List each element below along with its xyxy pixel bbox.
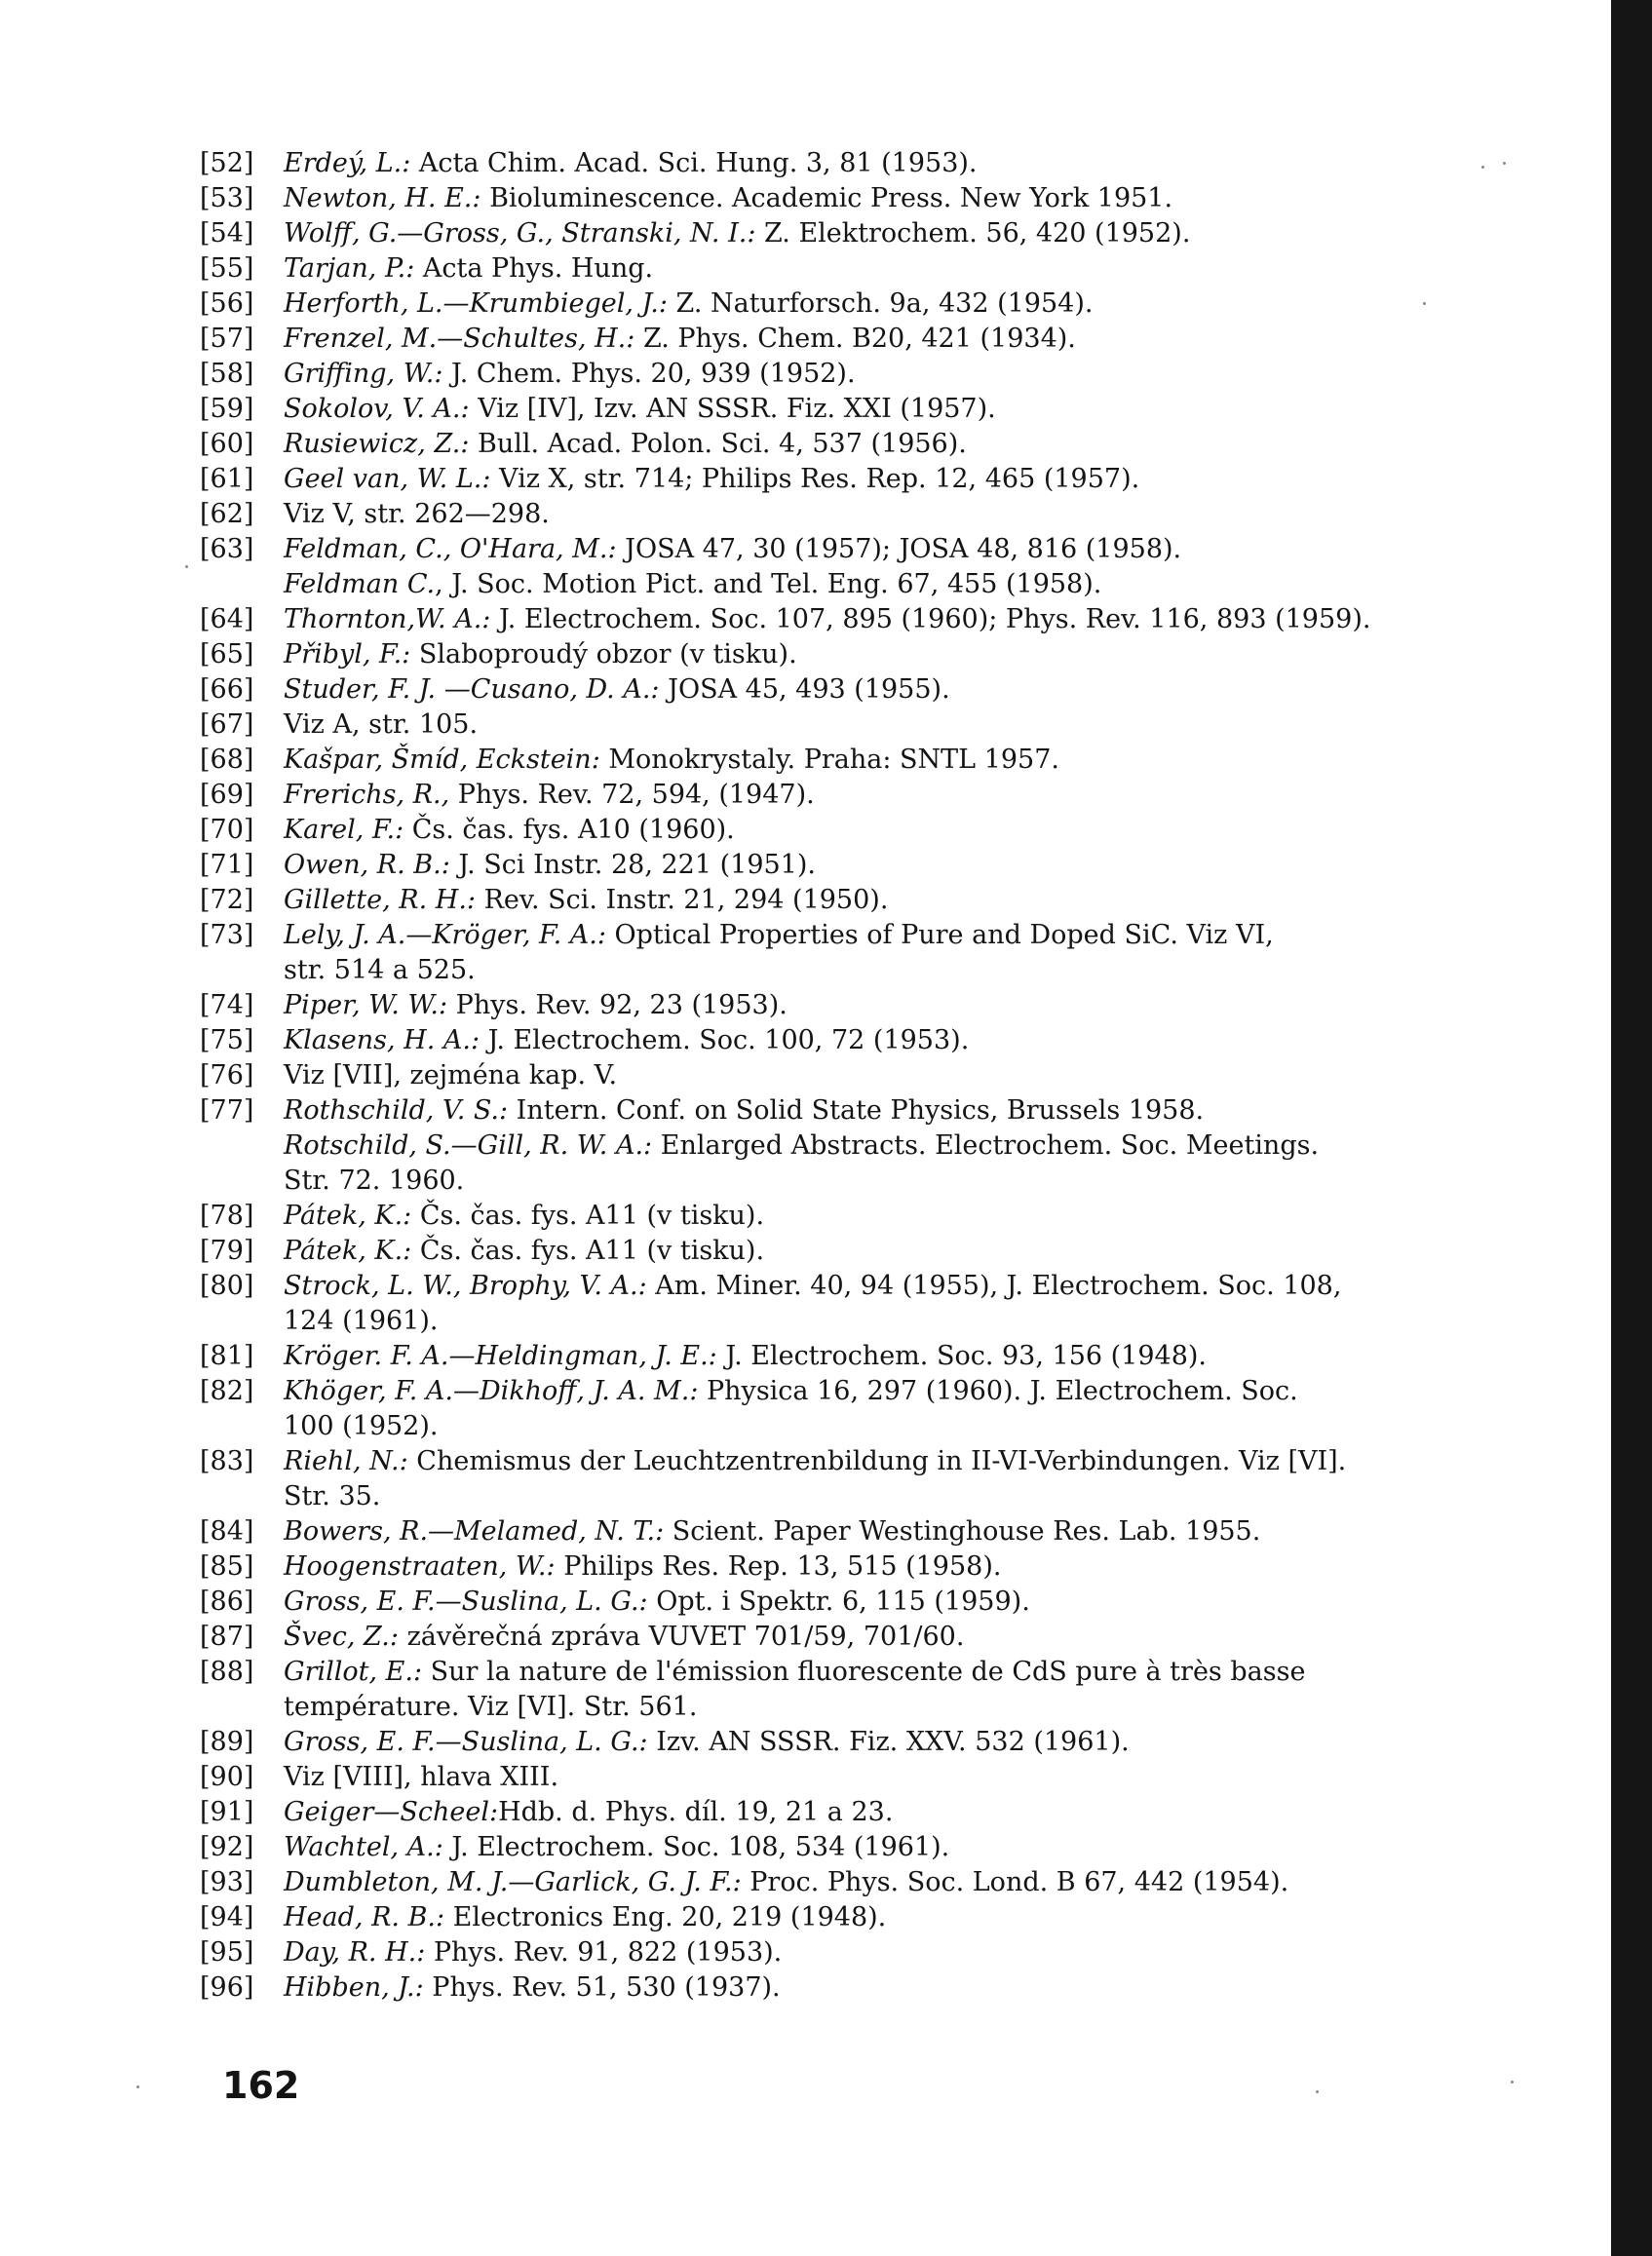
reference-text (284, 1970, 781, 2006)
reference-text (284, 532, 1181, 602)
reference-entry (200, 287, 1496, 322)
reference-number: [74] (200, 990, 254, 1020)
reference-authors: Griffing, W.: (284, 359, 443, 389)
reference-entry (200, 637, 1496, 672)
reference-text (284, 848, 816, 883)
reference-source: Enlarged Abstracts. Electrochem. Soc. Meetings. (652, 1130, 1320, 1161)
reference-number: [89] (200, 1727, 254, 1757)
reference-number: [66] (200, 674, 254, 705)
reference-authors: Kröger. F. A.—Heldingman, J. E.: (284, 1341, 717, 1371)
reference-authors: Pátek, K.: (284, 1201, 412, 1231)
reference-authors: Rotschild, S.—Gill, R. W. A.: (284, 1130, 653, 1161)
reference-text (284, 1093, 1319, 1199)
reference-number: [96] (200, 1972, 254, 2003)
reference-entry (200, 1269, 1496, 1339)
reference-authors: Frerichs, R., (284, 780, 450, 810)
reference-entry (200, 707, 1496, 743)
reference-source: Slaboproudý obzor (v tisku). (410, 639, 797, 669)
reference-line (284, 1339, 1207, 1374)
reference-line (284, 287, 1093, 322)
reference-authors: Herforth, L.—Krumbiegel, J.: (284, 288, 668, 319)
reference-source: Phys. Rev. 51, 530 (1937). (423, 1972, 781, 2003)
reference-text (284, 1865, 1288, 1900)
reference-source: Phys. Rev. 72, 594, (1947). (449, 780, 815, 810)
reference-number: [79] (200, 1236, 254, 1266)
reference-source: závěrečná zpráva VUVET 701/59, 701/60. (398, 1622, 965, 1652)
reference-text (284, 1549, 1001, 1585)
reference-number: [69] (200, 780, 254, 810)
reference-number: [54] (200, 218, 254, 249)
reference-source: Acta Chim. Acad. Sci. Hung. 3, 81 (1953). (410, 148, 978, 178)
reference-text (284, 1023, 969, 1058)
reference-source: Str. 72. 1960. (284, 1166, 465, 1196)
reference-source: Scient. Paper Westinghouse Res. Lab. 1955. (664, 1516, 1261, 1547)
reference-number: [91] (200, 1797, 254, 1827)
reference-entry (200, 392, 1496, 427)
reference-entry (200, 1935, 1496, 1970)
reference-line (284, 427, 967, 462)
reference-text (284, 1900, 886, 1935)
reference-number: [76] (200, 1060, 254, 1090)
reference-line (284, 672, 950, 707)
reference-authors: Lely, J. A.—Kröger, F. A.: (284, 920, 606, 950)
reference-authors: Day, R. H.: (284, 1937, 426, 1968)
scan-speck (136, 2085, 139, 2088)
reference-line (284, 883, 888, 918)
reference-line (284, 251, 653, 287)
reference-source: Chemismus der Leuchtzentrenbildung in II-VI-Verbindungen. Viz [VI]. (407, 1446, 1347, 1476)
reference-text (284, 602, 1370, 637)
reference-text (284, 672, 950, 707)
reference-text (284, 883, 888, 918)
reference-text (284, 1830, 949, 1865)
reference-authors: Thornton,W. A.: (284, 604, 491, 634)
reference-text (284, 1444, 1346, 1514)
scan-speck (1316, 2090, 1319, 2093)
reference-number: [55] (200, 253, 254, 284)
reference-text (284, 743, 1059, 778)
reference-text (284, 1514, 1260, 1549)
reference-line (284, 1058, 617, 1093)
reference-number: [80] (200, 1271, 254, 1301)
reference-authors: Pátek, K.: (284, 1236, 412, 1266)
reference-text (284, 1655, 1305, 1725)
reference-source: Monokrystaly. Praha: SNTL 1957. (599, 745, 1059, 775)
reference-entry (200, 427, 1496, 462)
reference-source: Hdb. d. Phys. díl. 19, 21 a 23. (498, 1797, 894, 1827)
reference-number: [61] (200, 464, 254, 494)
scan-dark-edge (1611, 0, 1652, 2256)
reference-line (284, 497, 550, 532)
scan-speck (1511, 2081, 1514, 2084)
reference-line (284, 532, 1181, 567)
reference-entry (200, 1339, 1496, 1374)
reference-entry (200, 743, 1496, 778)
reference-line (284, 602, 1370, 637)
reference-authors: Kašpar, Šmíd, Eckstein: (284, 745, 600, 775)
reference-authors: Feldman C. (284, 569, 436, 599)
reference-line (284, 1093, 1319, 1128)
reference-line (284, 707, 478, 743)
reference-source: J. Chem. Phys. 20, 939 (1952). (442, 359, 856, 389)
reference-authors: Hibben, J.: (284, 1972, 424, 2003)
reference-number: [63] (200, 534, 254, 564)
reference-source: Phys. Rev. 91, 822 (1953). (425, 1937, 783, 1968)
reference-text (284, 813, 735, 848)
scan-speck (1503, 162, 1506, 165)
reference-text (284, 918, 1274, 988)
reference-source: Viz [VII], zejména kap. V. (284, 1060, 618, 1090)
reference-line (284, 918, 1274, 953)
reference-entry (200, 602, 1496, 637)
reference-text (284, 1585, 1030, 1620)
reference-line (284, 1725, 1130, 1760)
reference-entry (200, 1620, 1496, 1655)
reference-entry (200, 462, 1496, 497)
reference-line (284, 1935, 782, 1970)
reference-authors: Sokolov, V. A.: (284, 394, 470, 424)
reference-text (284, 146, 978, 181)
reference-number: [83] (200, 1446, 254, 1476)
reference-line (284, 392, 996, 427)
reference-entry (200, 672, 1496, 707)
reference-authors: Piper, W. W.: (284, 990, 448, 1020)
reference-authors: Geel van, W. L.: (284, 464, 491, 494)
reference-number: [64] (200, 604, 254, 634)
reference-line (284, 1304, 1341, 1339)
reference-line (284, 1865, 1288, 1900)
reference-authors: Karel, F.: (284, 815, 404, 845)
reference-source: J. Electrochem. Soc. 107, 895 (1960); Phys. Rev. 116, 893 (1959). (490, 604, 1371, 634)
reference-text (284, 287, 1093, 322)
reference-line (284, 988, 788, 1023)
reference-authors: Khöger, F. A.—Dikhoff, J. A. M.: (284, 1376, 699, 1406)
reference-source: Z. Elektrochem. 56, 420 (1952). (755, 218, 1191, 249)
reference-source: Acta Phys. Hung. (414, 253, 654, 284)
reference-number: [53] (200, 183, 254, 213)
reference-entry (200, 1655, 1496, 1725)
reference-number: [88] (200, 1657, 254, 1687)
reference-entry (200, 778, 1496, 813)
reference-authors: Strock, L. W., Brophy, V. A.: (284, 1271, 647, 1301)
reference-number: [82] (200, 1376, 254, 1406)
reference-entry (200, 251, 1496, 287)
reference-entry (200, 181, 1496, 216)
reference-text (284, 1199, 764, 1234)
reference-text (284, 1725, 1130, 1760)
reference-entry (200, 1725, 1496, 1760)
reference-line (284, 1795, 893, 1830)
reference-source: Sur la nature de l'émission fluorescente de CdS pure à très basse (422, 1657, 1306, 1687)
reference-number: [87] (200, 1622, 254, 1652)
reference-authors: Owen, R. B.: (284, 850, 450, 880)
reference-number: [56] (200, 288, 254, 319)
reference-source: 100 (1952). (284, 1411, 439, 1441)
reference-authors: Hoogenstraaten, W.: (284, 1551, 556, 1582)
reference-authors: Klasens, H. A.: (284, 1025, 480, 1055)
reference-number: [95] (200, 1937, 254, 1968)
reference-entry (200, 883, 1496, 918)
reference-number: [68] (200, 745, 254, 775)
reference-source: Viz A, str. 105. (284, 709, 479, 740)
reference-text (284, 322, 1076, 357)
reference-source: Čs. čas. fys. A11 (v tisku). (411, 1236, 765, 1266)
reference-line (284, 1269, 1341, 1304)
reference-entry (200, 322, 1496, 357)
reference-line (284, 1830, 949, 1865)
reference-source: Optical Properties of Pure and Doped SiC. Viz VI, (605, 920, 1274, 950)
reference-number: [58] (200, 359, 254, 389)
reference-number: [75] (200, 1025, 254, 1055)
reference-source: J. Sci Instr. 28, 221 (1951). (449, 850, 816, 880)
reference-number: [90] (200, 1762, 254, 1792)
reference-source: Čs. čas. fys. A11 (v tisku). (411, 1201, 765, 1231)
reference-line (284, 1374, 1298, 1409)
reference-authors: Rothschild, V. S.: (284, 1095, 509, 1126)
reference-source: Str. 35. (284, 1481, 381, 1511)
reference-entry (200, 1900, 1496, 1935)
reference-source: J. Electrochem. Soc. 93, 156 (1948). (716, 1341, 1207, 1371)
reference-authors: Dumbleton, M. J.—Garlick, G. J. F.: (284, 1867, 742, 1897)
reference-text (284, 251, 653, 287)
reference-entry (200, 1865, 1496, 1900)
reference-line (284, 1690, 1305, 1725)
reference-number: [65] (200, 639, 254, 669)
reference-number: [72] (200, 885, 254, 915)
reference-line (284, 1900, 886, 1935)
scan-speck (1481, 166, 1484, 169)
reference-source: Phys. Rev. 92, 23 (1953). (447, 990, 788, 1020)
reference-authors: Švec, Z.: (284, 1622, 399, 1652)
reference-text (284, 988, 788, 1023)
reference-number: [81] (200, 1341, 254, 1371)
reference-entry (200, 1444, 1496, 1514)
reference-source: Bioluminescence. Academic Press. New York 1951. (480, 183, 1173, 213)
reference-number: [84] (200, 1516, 254, 1547)
reference-entry (200, 1023, 1496, 1058)
reference-source: Viz V, str. 262—298. (284, 499, 550, 529)
reference-line (284, 637, 797, 672)
reference-text (284, 497, 550, 532)
reference-text (284, 216, 1190, 251)
reference-authors: Geiger—Scheel: (284, 1797, 499, 1827)
reference-number: [77] (200, 1095, 254, 1126)
reference-authors: Gross, E. F.—Suslina, L. G.: (284, 1587, 648, 1617)
reference-text (284, 1234, 764, 1269)
reference-source: Physica 16, 297 (1960). J. Electrochem. Soc. (698, 1376, 1298, 1406)
reference-entry (200, 1795, 1496, 1830)
reference-number: [86] (200, 1587, 254, 1617)
reference-text (284, 181, 1172, 216)
scan-speck (185, 565, 188, 568)
reference-number: [52] (200, 148, 254, 178)
reference-line (284, 146, 978, 181)
reference-source: Electronics Eng. 20, 219 (1948). (444, 1902, 887, 1932)
reference-entry (200, 1093, 1496, 1199)
reference-entry (200, 918, 1496, 988)
reference-number: [85] (200, 1551, 254, 1582)
reference-authors: Grillot, E.: (284, 1657, 423, 1687)
reference-authors: Bowers, R.—Melamed, N. T.: (284, 1516, 665, 1547)
reference-source: J. Electrochem. Soc. 108, 534 (1961). (442, 1832, 950, 1862)
reference-entry (200, 1585, 1496, 1620)
reference-text (284, 1760, 558, 1795)
reference-entry (200, 216, 1496, 251)
reference-text (284, 1374, 1298, 1444)
reference-entry (200, 1970, 1496, 2006)
reference-line (284, 1128, 1319, 1164)
reference-text (284, 1620, 964, 1655)
reference-authors: Head, R. B.: (284, 1902, 445, 1932)
reference-number: [93] (200, 1867, 254, 1897)
reference-line (284, 1760, 558, 1795)
reference-text (284, 1269, 1341, 1339)
reference-line (284, 848, 816, 883)
reference-source: Z. Naturforsch. 9a, 432 (1954). (667, 288, 1094, 319)
reference-source: Viz [VIII], hlava XIII. (284, 1762, 559, 1792)
reference-entry (200, 357, 1496, 392)
reference-text (284, 392, 996, 427)
reference-line (284, 181, 1172, 216)
reference-line (284, 1199, 764, 1234)
reference-number: [92] (200, 1832, 254, 1862)
reference-number: [59] (200, 394, 254, 424)
reference-entry (200, 146, 1496, 181)
reference-source: Philips Res. Rep. 13, 515 (1958). (555, 1551, 1002, 1582)
reference-text (284, 778, 815, 813)
reference-entry (200, 848, 1496, 883)
reference-number: [62] (200, 499, 254, 529)
reference-line (284, 1970, 781, 2006)
reference-entry (200, 1830, 1496, 1865)
reference-source: JOSA 45, 493 (1955). (659, 674, 950, 705)
reference-entry (200, 1549, 1496, 1585)
reference-line (284, 1655, 1305, 1690)
reference-entry (200, 1514, 1496, 1549)
reference-authors: Gross, E. F.—Suslina, L. G.: (284, 1727, 648, 1757)
reference-authors: Newton, H. E.: (284, 183, 481, 213)
reference-entry (200, 988, 1496, 1023)
reference-source: Z. Phys. Chem. B20, 421 (1934). (634, 324, 1076, 354)
reference-source: Izv. AN SSSR. Fiz. XXV. 532 (1961). (647, 1727, 1130, 1757)
reference-line (284, 322, 1076, 357)
reference-line (284, 813, 735, 848)
reference-line (284, 1479, 1346, 1514)
reference-number: [78] (200, 1201, 254, 1231)
reference-source: JOSA 47, 30 (1957); JOSA 48, 816 (1958). (616, 534, 1182, 564)
reference-number: [67] (200, 709, 254, 740)
reference-line (284, 1620, 964, 1655)
reference-source: Viz X, str. 714; Philips Res. Rep. 12, 465 (1957). (490, 464, 1140, 494)
reference-text (284, 357, 856, 392)
reference-line (284, 1234, 764, 1269)
reference-entry (200, 1199, 1496, 1234)
reference-line (284, 462, 1139, 497)
reference-entry (200, 813, 1496, 848)
reference-source: Opt. i Spektr. 6, 115 (1959). (647, 1587, 1030, 1617)
reference-line (284, 1444, 1346, 1479)
reference-list (200, 146, 1496, 2006)
reference-number: [73] (200, 920, 254, 950)
reference-line (284, 567, 1181, 602)
reference-authors: Přibyl, F.: (284, 639, 411, 669)
reference-text (284, 637, 797, 672)
reference-entry (200, 1234, 1496, 1269)
reference-source: Viz [IV], Izv. AN SSSR. Fiz. XXI (1957). (469, 394, 996, 424)
reference-authors: Wolff, G.—Gross, G., Stranski, N. I.: (284, 218, 756, 249)
reference-line (284, 1514, 1260, 1549)
reference-line (284, 953, 1274, 988)
reference-entry (200, 1058, 1496, 1093)
reference-line (284, 357, 856, 392)
reference-number: [57] (200, 324, 254, 354)
reference-entry (200, 1374, 1496, 1444)
reference-source: J. Electrochem. Soc. 100, 72 (1953). (480, 1025, 970, 1055)
reference-text (284, 427, 967, 462)
reference-line (284, 1164, 1319, 1199)
reference-text (284, 1058, 617, 1093)
reference-line (284, 743, 1059, 778)
reference-line (284, 216, 1190, 251)
reference-authors: Rusiewicz, Z.: (284, 429, 470, 459)
reference-authors: Gillette, R. H.: (284, 885, 477, 915)
reference-text (284, 707, 478, 743)
reference-source: Bull. Acad. Polon. Sci. 4, 537 (1956). (469, 429, 967, 459)
reference-authors: Wachtel, A.: (284, 1832, 443, 1862)
reference-source: Proc. Phys. Soc. Lond. B 67, 442 (1954). (741, 1867, 1289, 1897)
reference-source: Am. Miner. 40, 94 (1955), J. Electrochem. Soc. 108, (646, 1271, 1342, 1301)
reference-number: [71] (200, 850, 254, 880)
reference-authors: Erdeý, L.: (284, 148, 411, 178)
reference-number: [94] (200, 1902, 254, 1932)
reference-source: str. 514 a 525. (284, 955, 476, 985)
reference-line (284, 1023, 969, 1058)
reference-authors: Studer, F. J. —Cusano, D. A.: (284, 674, 660, 705)
reference-line (284, 1585, 1030, 1620)
reference-source: Intern. Conf. on Solid State Physics, Brussels 1958. (508, 1095, 1205, 1126)
reference-text (284, 1795, 893, 1830)
reference-entry (200, 497, 1496, 532)
reference-text (284, 462, 1139, 497)
reference-entry (200, 532, 1496, 602)
reference-number: [70] (200, 815, 254, 845)
reference-authors: Riehl, N.: (284, 1446, 408, 1476)
reference-source: Rev. Sci. Instr. 21, 294 (1950). (476, 885, 889, 915)
reference-text (284, 1935, 782, 1970)
reference-line (284, 778, 815, 813)
reference-source: 124 (1961). (284, 1306, 439, 1336)
reference-source: température. Viz [VI]. Str. 561. (284, 1692, 698, 1722)
reference-entry (200, 1760, 1496, 1795)
reference-line (284, 1549, 1001, 1585)
reference-line (284, 1409, 1298, 1444)
page-number: 162 (222, 2064, 300, 2107)
reference-authors: Feldman, C., O'Hara, M.: (284, 534, 617, 564)
reference-source: , J. Soc. Motion Pict. and Tel. Eng. 67, 455 (1958). (435, 569, 1102, 599)
scan-speck (1423, 302, 1426, 305)
reference-number: [60] (200, 429, 254, 459)
reference-text (284, 1339, 1207, 1374)
reference-authors: Frenzel, M.—Schultes, H.: (284, 324, 635, 354)
reference-authors: Tarjan, P.: (284, 253, 415, 284)
reference-source: Čs. čas. fys. A10 (1960). (403, 815, 735, 845)
